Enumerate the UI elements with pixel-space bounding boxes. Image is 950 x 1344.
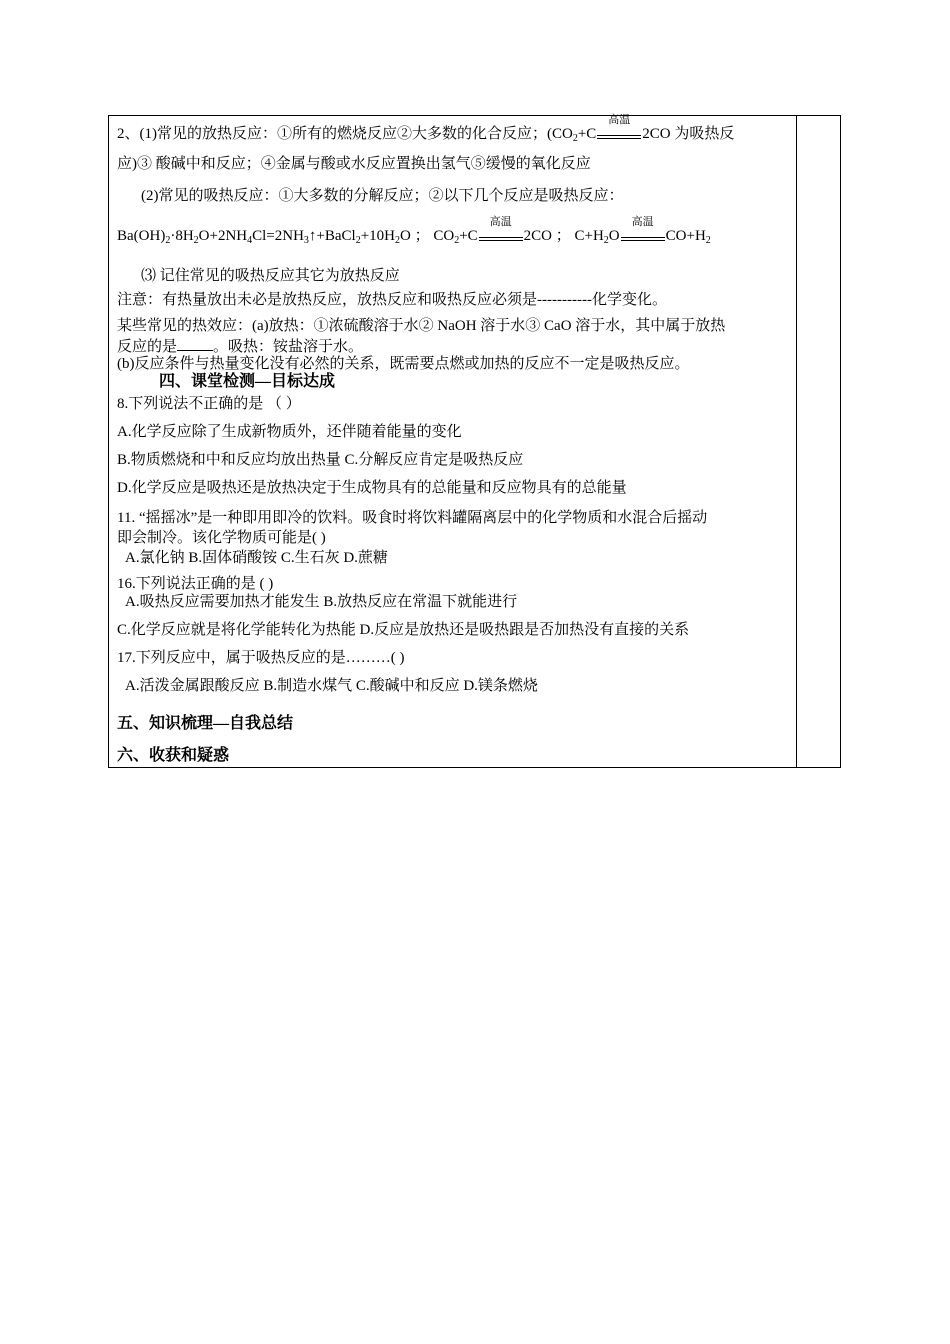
text: O+2NH (198, 228, 248, 244)
text: 。吸热：铵盐溶于水。 (213, 339, 364, 355)
question-17: 17.下列反应中，属于吸热反应的是………( ) (117, 650, 405, 666)
exothermic-line-1 (117, 114, 793, 154)
equals-bar (621, 240, 665, 241)
equals-bar (597, 138, 641, 139)
text: O ； CO (400, 228, 455, 244)
section-5-title: 五、知识梳理—自我总结 (117, 715, 294, 732)
text: 2CO ； C+H (523, 228, 604, 244)
question-16-options-cd: C.化学反应就是将化学能转化为热能 D.反应是放热还是吸热跟是否加热没有直接的关系 (117, 622, 690, 638)
equals-bar (479, 237, 523, 238)
exothermic-line-2: 应)③ 酸碱中和反应；④金属与酸或水反应置换出氢气⑤缓慢的氧化反应 (117, 156, 591, 172)
question-16-options-ab: A.吸热反应需要加热才能发生 B.放热反应在常温下就能进行 (125, 594, 518, 610)
attention-note: 注意：有热量放出未必是放热反应，放热反应和吸热反应必须是-----------化学变化。 (117, 292, 667, 308)
text: +C (459, 228, 478, 244)
heat-effect-line-1: 某些常见的热效应：(a)放热：①浓硫酸溶于水② NaOH 溶于水③ CaO 溶于水，其中属于放热 (117, 318, 726, 334)
subscript: 2 (395, 235, 401, 246)
text: CO+H (665, 228, 706, 244)
question-8-option-a: A.化学反应除了生成新物质外，还伴随着能量的变化 (117, 424, 462, 440)
question-8-options-bc: B.物质燃烧和中和反应均放出热量 C.分解反应肯定是吸热反应 (117, 452, 524, 468)
endothermic-intro: (2)常见的吸热反应：①大多数的分解反应；②以下几个反应是吸热反应： (141, 188, 624, 204)
text: +10H (360, 228, 396, 244)
section-6-title: 六、收获和疑惑 (117, 747, 230, 764)
heat-effect-line-2 (117, 336, 793, 354)
text: ·8H (170, 228, 194, 244)
subscript: 2 (355, 235, 361, 246)
subscript: 2 (165, 235, 171, 246)
subscript: 2 (705, 235, 711, 246)
equals-bar (597, 135, 641, 136)
question-8: 8.下列说法不正确的是 （ ） (117, 396, 301, 412)
text: Ba(OH) (117, 228, 166, 244)
subscript: 4 (247, 235, 253, 246)
subscript: 2 (193, 235, 199, 246)
question-11-options: A.氯化钠 B.固体硝酸铵 C.生石灰 D.蔗糖 (125, 550, 388, 566)
subscript: 2 (572, 133, 578, 144)
reaction-condition-arrow (479, 216, 523, 246)
question-11-line-2: 即会制冷。该化学物质可能是( ) (117, 530, 326, 546)
equals-bar (621, 237, 665, 238)
subscript: 2 (603, 235, 609, 246)
reaction-condition-arrow (597, 114, 641, 144)
reaction-condition-arrow (621, 216, 665, 246)
question-17-options: A.活泼金属跟酸反应 B.制造水煤气 C.酸碱中和反应 D.镁条燃烧 (125, 678, 538, 694)
subscript: 3 (303, 235, 309, 246)
table-side-column-divider (796, 115, 797, 768)
text: 反应的是 (117, 339, 178, 355)
text: ↑+BaCl (308, 228, 356, 244)
text: Cl=2NH (252, 228, 304, 244)
text: +C (577, 126, 597, 142)
question-8-option-d: D.化学反应是吸热还是放热决定于生成物具有的总能量和反应物具有的总能量 (117, 480, 627, 496)
document-content (117, 114, 793, 770)
section-4-title: 四、课堂检测—目标达成 (159, 373, 336, 390)
equals-bar (479, 240, 523, 241)
answer-blank (177, 336, 213, 351)
condition-label: 高温 (608, 114, 631, 126)
remember-note: ⑶ 记住常见的吸热反应其它为放热反应 (141, 268, 400, 284)
condition-label: 高温 (631, 216, 654, 228)
question-16: 16.下列说法正确的是 ( ) (117, 576, 274, 592)
endothermic-equations (117, 216, 793, 260)
condition-label: 高温 (489, 216, 512, 228)
text: 2、(1)常见的放热反应：①所有的燃烧反应②大多数的化合反应；(CO (117, 126, 573, 142)
reaction-condition-note: (b)反应条件与热量变化没有必然的关系，既需要点燃或加热的反应不一定是吸热反应。 (117, 356, 690, 372)
subscript: 2 (454, 235, 460, 246)
question-11-line-1: 11. “摇摇冰”是一种即用即冷的饮料。吸食时将饮料罐隔离层中的化学物质和水混合后摇动 (117, 510, 708, 526)
text: O (608, 228, 620, 244)
text: 2CO 为吸热反 (642, 126, 735, 142)
